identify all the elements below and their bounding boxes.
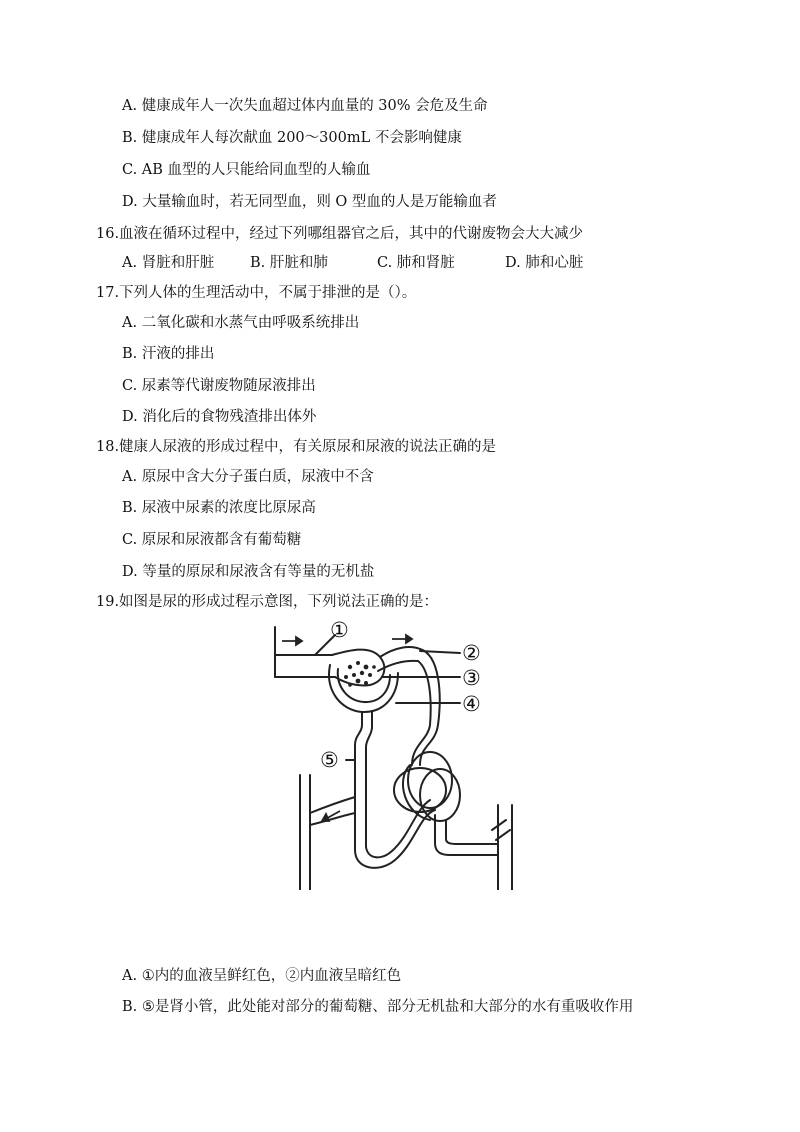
label-1: ①: [330, 618, 349, 642]
q18-stem: 18.健康人尿液的形成过程中，有关原尿和尿液的说法正确的是: [96, 439, 497, 455]
q15-option-c: C. AB 血型的人只能给同血型的人输血: [122, 162, 371, 178]
q18-option-c: C. 原尿和尿液都含有葡萄糖: [122, 532, 302, 548]
q16-option-a: A. 肾脏和肝脏: [122, 255, 215, 271]
q16-option-c: C. 肺和肾脏: [377, 255, 455, 271]
duct-joint-top: [310, 797, 355, 813]
q16-stem: 16.血液在循环过程中，经过下列哪组器官之后，其中的代谢废物会大大减少: [96, 226, 584, 242]
q18-option-b: B. 尿液中尿素的浓度比原尿高: [122, 500, 316, 516]
arrow-out-head: [406, 635, 412, 643]
q15-option-a: A. 健康成年人一次失血超过体内血量的 30% 会危及生命: [122, 98, 488, 114]
label-3: ③: [462, 666, 481, 690]
efferent-arteriole-top: [380, 647, 420, 657]
q19-stem: 19.如图是尿的形成过程示意图，下列说法正确的是：: [96, 594, 439, 610]
q15-option-d: D. 大量输血时，若无同型血，则 O 型血的人是万能输血者: [122, 194, 497, 210]
label-2: ②: [462, 641, 481, 665]
arrow-in-head: [296, 637, 302, 645]
renal-tubule-right-wall: [366, 712, 372, 847]
q19-option-a: A. ①内的血液呈鲜红色，②内血液呈暗红色: [122, 968, 402, 984]
q18-option-d: D. 等量的原尿和尿液含有等量的无机盐: [122, 564, 375, 580]
tubule-bottom-loop-inner: [366, 800, 430, 857]
arrow-duct-head: [322, 814, 329, 821]
q17-stem: 17.下列人体的生理活动中，不属于排泄的是（）。: [96, 285, 417, 301]
q17-option-c: C. 尿素等代谢废物随尿液排出: [122, 378, 316, 394]
q17-option-b: B. 汗液的排出: [122, 346, 215, 362]
renal-tubule-left-wall: [355, 712, 362, 850]
q17-option-d: D. 消化后的食物残渣排出体外: [122, 409, 317, 425]
q16-options: [0, 253, 800, 273]
label-4: ④: [462, 692, 481, 716]
q15-option-b: B. 健康成年人每次献血 200～300mL 不会影响健康: [122, 130, 462, 146]
q17-option-a: A. 二氧化碳和水蒸气由呼吸系统排出: [122, 315, 360, 331]
q16-option-b: B. 肝脏和肺: [250, 255, 328, 271]
label-5: ⑤: [320, 748, 339, 772]
q18-option-a: A. 原尿中含大分子蛋白质，尿液中不含: [122, 469, 374, 485]
q16-option-d: D. 肺和心脏: [505, 255, 584, 271]
vein-break-marks: [492, 820, 510, 840]
q19-option-b: B. ⑤是肾小管，此处能对部分的葡萄糖、部分无机盐和大部分的水有重吸收作用: [122, 999, 634, 1015]
nephron-diagram: [270, 615, 530, 890]
collecting-tube-bottom: [446, 820, 498, 844]
